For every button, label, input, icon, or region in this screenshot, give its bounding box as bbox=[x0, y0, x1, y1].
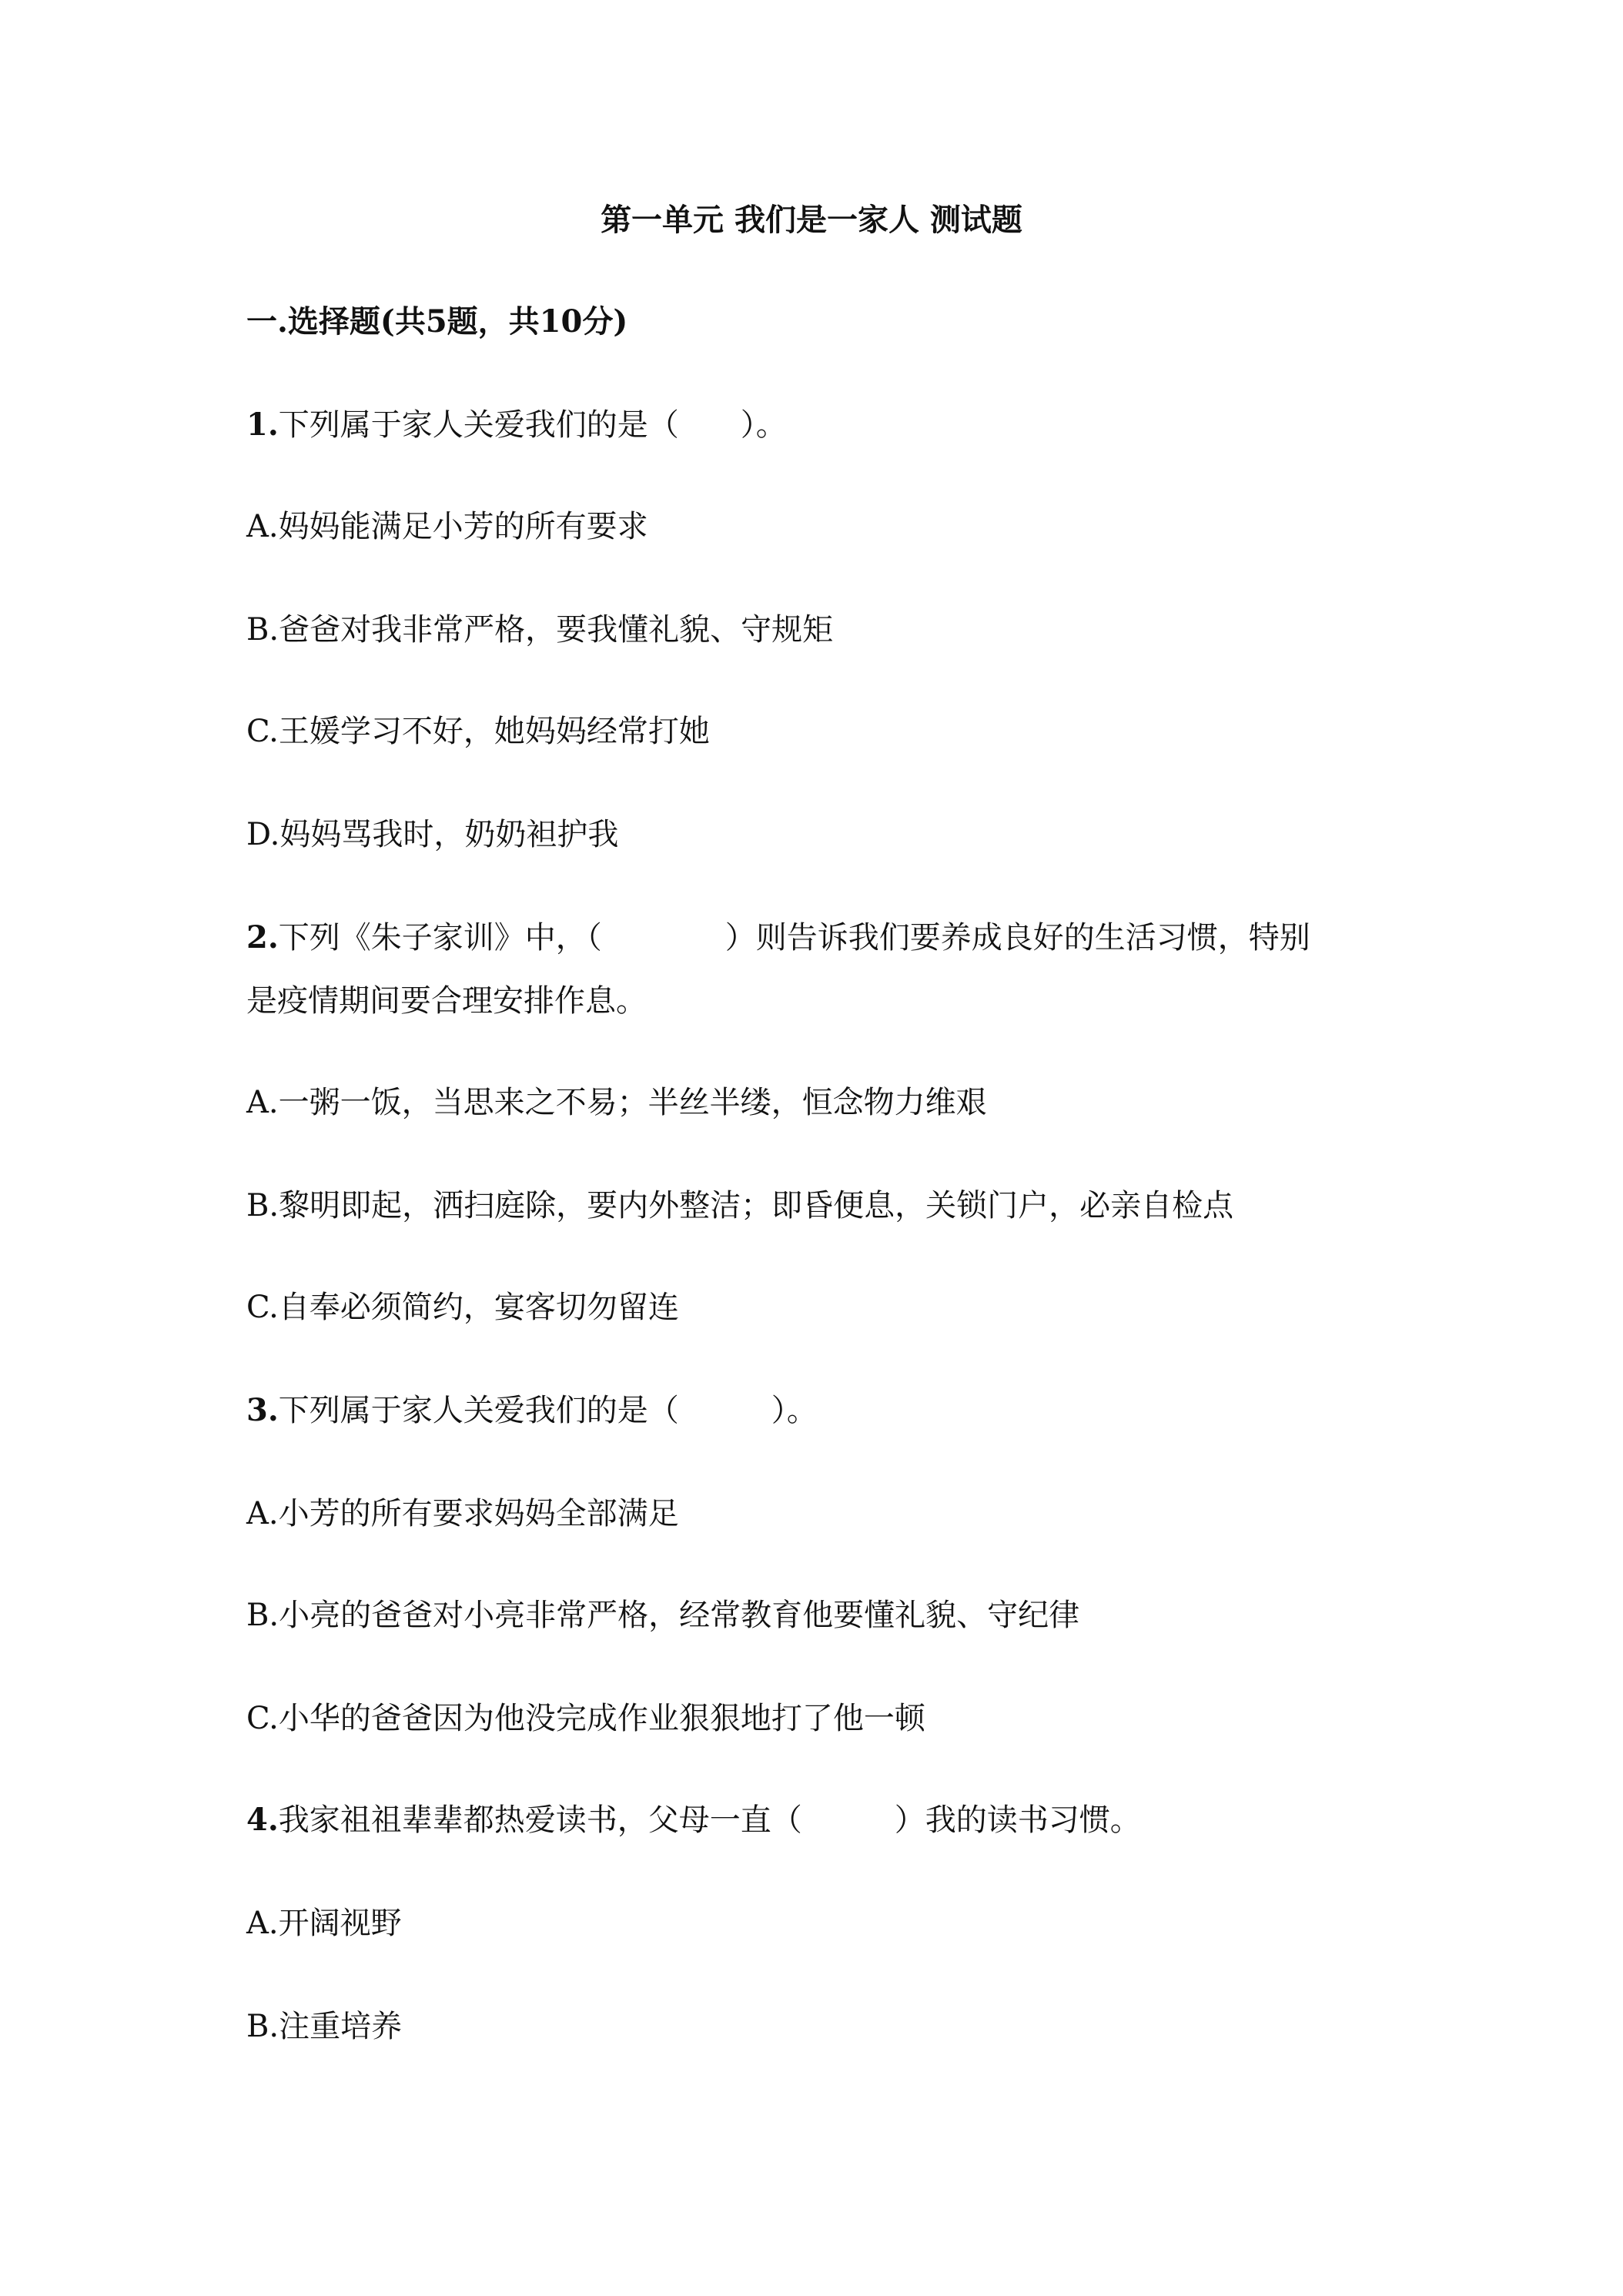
page-title: 第一单元 我们是一家人 测试题 bbox=[601, 202, 1022, 238]
question-stem: 下列属于家人关爱我们的是（ ）。 bbox=[278, 1393, 818, 1428]
question-1-option-d: D.妈妈骂我时，奶奶袒护我 bbox=[246, 817, 619, 852]
question-stem: 我家祖祖辈辈都热爱读书，父母一直（ ）我的读书习惯。 bbox=[278, 1802, 1141, 1838]
question-1-option-b: B.爸爸对我非常严格，要我懂礼貌、守规矩 bbox=[246, 612, 834, 648]
question-number: 2. bbox=[246, 919, 279, 956]
question-2 bbox=[246, 916, 1310, 959]
question-number: 1. bbox=[246, 407, 279, 443]
question-1-option-a: A.妈妈能满足小芳的所有要求 bbox=[246, 509, 648, 544]
question-2-stem-continued: 是疫情期间要合理安排作息。 bbox=[246, 983, 647, 1019]
question-2-option-b: B.黎明即起，洒扫庭除，要内外整洁；即昏便息，关锁门户，必亲自检点 bbox=[246, 1188, 1234, 1223]
question-1 bbox=[246, 403, 787, 447]
question-1-option-c: C.王媛学习不好，她妈妈经常打她 bbox=[246, 714, 710, 749]
question-3-option-b: B.小亮的爸爸对小亮非常严格，经常教育他要懂礼貌、守纪律 bbox=[246, 1598, 1080, 1633]
question-stem: 下列属于家人关爱我们的是（ ）。 bbox=[278, 407, 787, 443]
question-stem: 下列《朱子家训》中，（ ）则告诉我们要养成良好的生活习惯，特别 bbox=[278, 920, 1310, 956]
section-heading: 一.选择题(共5题，共10分) bbox=[246, 303, 628, 340]
question-2-option-c: C.自奉必须简约，宴客切勿留连 bbox=[246, 1290, 679, 1325]
question-number: 3. bbox=[246, 1392, 279, 1428]
question-3 bbox=[246, 1389, 818, 1432]
question-3-option-a: A.小芳的所有要求妈妈全部满足 bbox=[246, 1496, 679, 1531]
question-number: 4. bbox=[246, 1802, 279, 1838]
question-3-option-c: C.小华的爸爸因为他没完成作业狠狠地打了他一顿 bbox=[246, 1701, 925, 1736]
question-4-option-a: A.开阔视野 bbox=[246, 1906, 402, 1941]
question-4-option-b: B.注重培养 bbox=[246, 2009, 403, 2044]
question-4 bbox=[246, 1799, 1141, 1842]
question-2-option-a: A.一粥一饭，当思来之不易；半丝半缕，恒念物力维艰 bbox=[246, 1085, 987, 1120]
